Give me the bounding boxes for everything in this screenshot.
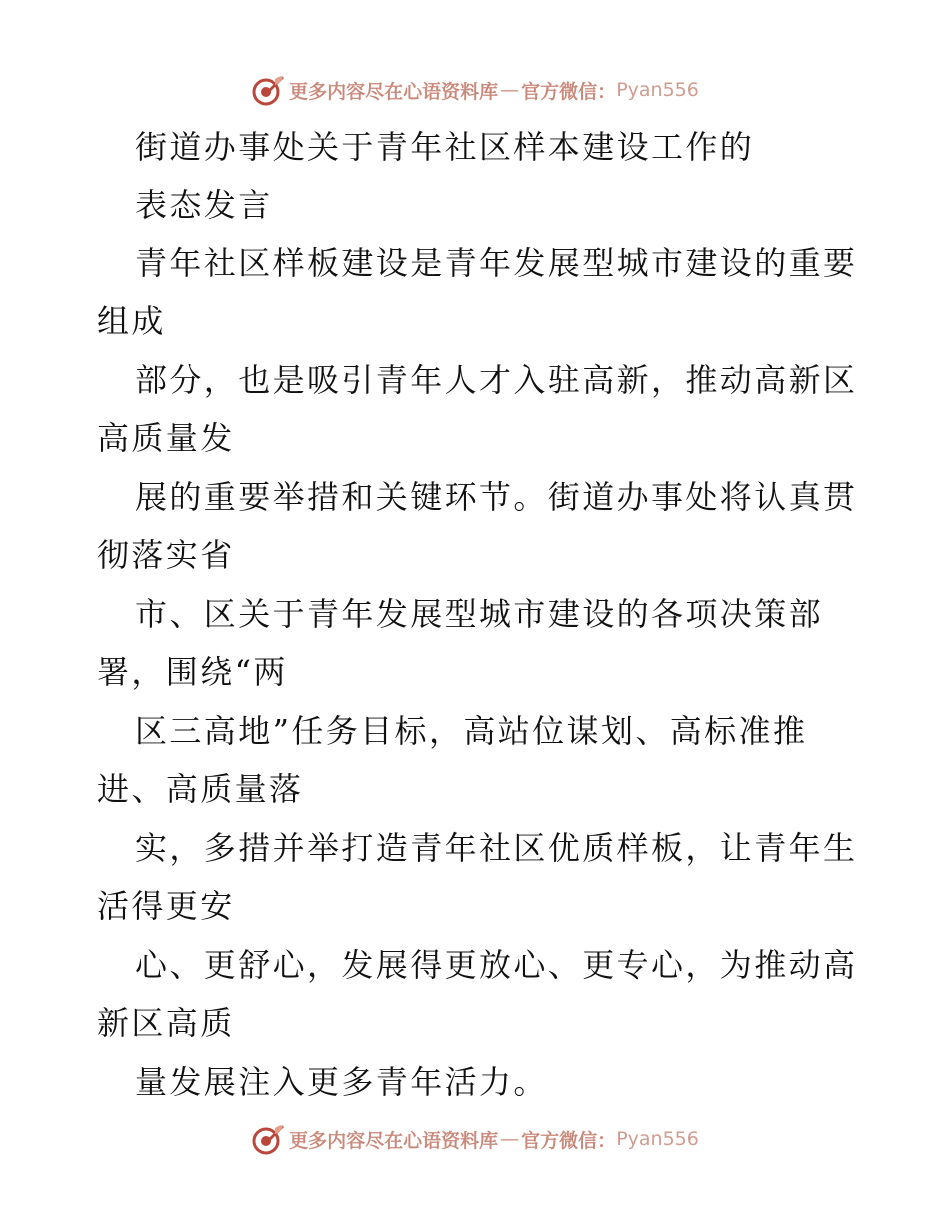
body-line: 实，多措并举打造青年社区优质样板，让青年生	[135, 829, 858, 867]
body-line: 区三高地”任务目标，高站位谋划、高标准推	[135, 712, 808, 750]
body-line: 展的重要举措和关键环节。街道办事处将认真贯	[135, 478, 858, 516]
body-line: 彻落实省	[97, 536, 235, 574]
header-watermark	[0, 70, 950, 110]
body-line: 高质量发	[97, 419, 235, 457]
document-title-line-1: 街道办事处关于青年社区样本建设工作的	[135, 128, 755, 166]
footer-watermark	[0, 1119, 950, 1159]
quill-pen-seal-icon	[251, 73, 285, 107]
body-line: 署，围绕“两	[97, 653, 288, 691]
body-line: 组成	[97, 302, 166, 340]
body-line: 量发展注入更多青年活力。	[135, 1063, 548, 1101]
quill-pen-seal-icon	[251, 1122, 285, 1156]
body-line: 部分，也是吸引青年人才入驻高新，推动高新区	[135, 361, 858, 399]
watermark-wechat-label: 官方微信：	[521, 1129, 617, 1152]
watermark-wechat-label: 官方微信：	[521, 80, 617, 103]
watermark-wechat-id: Pyan556	[616, 1128, 699, 1150]
watermark-site-text: 更多内容尽在心语资料库	[289, 1129, 499, 1152]
watermark-wechat-id: Pyan556	[616, 79, 699, 101]
watermark-site-text: 更多内容尽在心语资料库	[289, 80, 499, 103]
body-line: 进、高质量落	[97, 770, 304, 808]
watermark-separator: —	[500, 1128, 520, 1150]
body-line: 市、区关于青年发展型城市建设的各项决策部	[135, 595, 824, 633]
body-line: 活得更安	[97, 887, 235, 925]
body-line: 心、更舒心，发展得更放心、更专心，为推动高	[135, 946, 858, 984]
body-line: 青年社区样板建设是青年发展型城市建设的重要	[135, 244, 858, 282]
document-title-line-2: 表态发言	[135, 186, 273, 224]
watermark-separator: —	[500, 79, 520, 101]
body-line: 新区高质	[97, 1004, 235, 1042]
